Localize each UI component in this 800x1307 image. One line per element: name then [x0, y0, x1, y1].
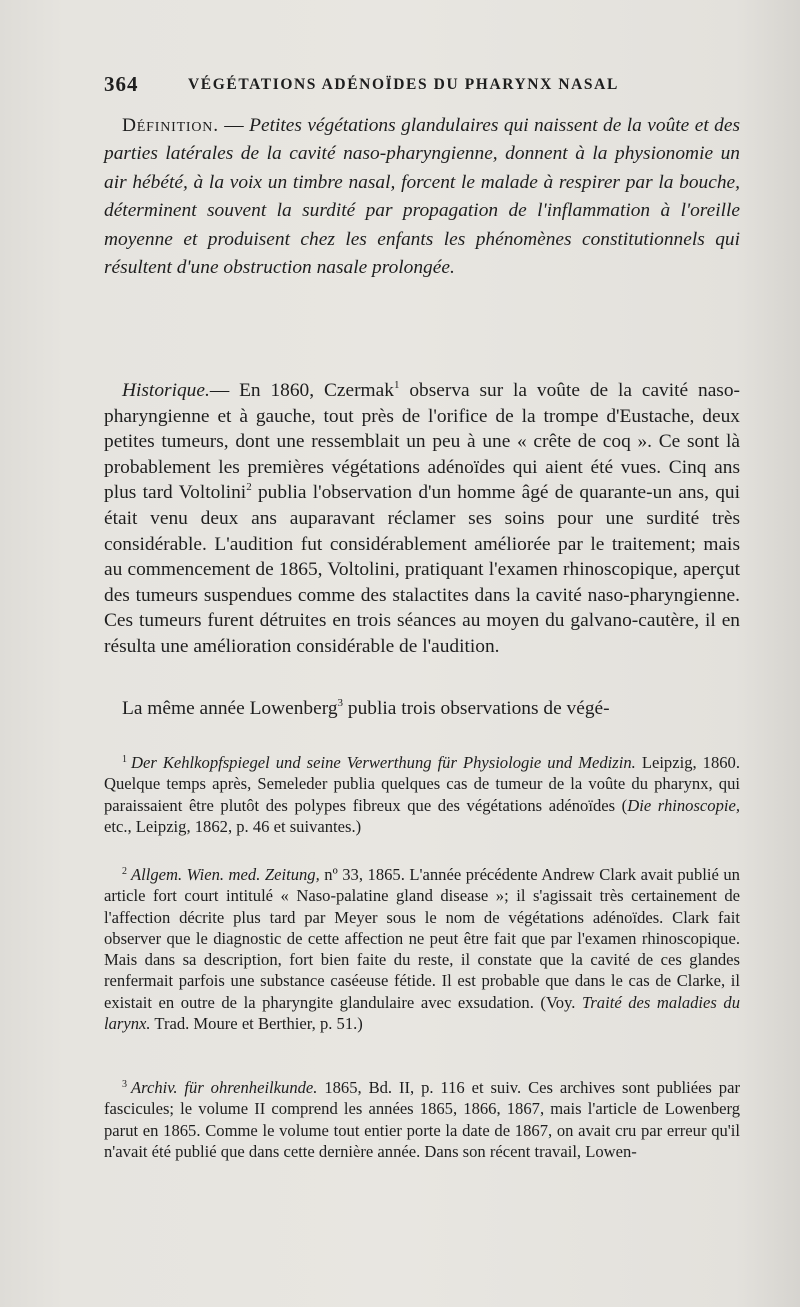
footnote-ref-2: 2 — [246, 481, 252, 494]
footnote-2 — [104, 864, 740, 1034]
continued-text-1: La même année Lowenberg — [122, 698, 338, 719]
footnote-text: 1865, Bd. II, p. 116 et suiv. Ces archives sont publiées par fascicules; le volume II comprend les années 1865, 1866, 1867, mais l'article de Lowenberg parut en 1865. Comme le volume tout entier porte la date de 1867, on avait cru par erreur qu'il n'avait été publié que dans cette dernière année. Dans son récent travail, Lowen- — [104, 1078, 740, 1161]
historique-heading: Historique. — [122, 380, 210, 401]
running-title: VÉGÉTATIONS ADÉNOÏDES DU PHARYNX NASAL — [188, 76, 619, 93]
footnote-marker: 2 — [122, 866, 127, 877]
footnote-title: Archiv. für ohrenheilkunde. — [131, 1078, 318, 1097]
page-number: 364 — [104, 72, 139, 96]
definition-text: Petites végétations glandulaires qui naissent de la voûte et des parties latérales de la cavité naso-pharyngienne, donnent à la physionomie un air hébété, à la voix un timbre nasal, forcent le malade à respirer par la bouche, déterminent souvent la surdité par propagation de l'inflammation à l'oreille moyenne et produisent chez les enfants les phénomènes constitutionnels qui résultent d'une obstruction nasale prolongée. — [104, 115, 740, 279]
footnote-title-2: Traité des maladies du larynx. — [104, 992, 741, 1034]
page-header — [104, 72, 740, 102]
footnote-marker: 1 — [122, 754, 127, 765]
historique-text-3: publia l'observation d'un homme âgé de quarante-un ans, qui était venu deux ans auparavant réclamer ses soins pour une surdité très considérable. L'audition fut considérablement améliorée par le traitement; mais au commencement de 1865, Voltolini, pratiquant l'examen rhinoscopique, aperçut des tumeurs suspendues comme des stalactites dans la cavité naso-pharyngienne. Ces tumeurs furent détruites en trois séances au moyen du galvano-cautère, il en résulta une amélioration considérable de l'audition. — [104, 482, 741, 657]
historique-text-2: observa sur la voûte de la cavité naso-pharyngienne et à gauche, tout près de l'orifice de la trompe d'Eustache, deux petites tumeurs, dont une ressemblait un peu à une « crête de coq ». Ce sont là probablement les premières végétations adénoïdes qui aient été vues. Cinq ans plus tard Voltolini — [104, 380, 740, 504]
definition-heading: Définition. — [122, 115, 219, 136]
footnote-text: nº 33, 1865. L'année précédente Andrew Clark avait publié un article fort court intitulé « Naso-palatine gland disease »; il s'agissait très certainement de l'affection décrite plus tard par Meyer sous le nom de végétations adénoïdes. Clark fait observer que le diagnostic de cette affection ne peut être fait que par l'examen rhinoscopique. Mais dans sa description, fort bien faite du reste, il constate que la cavité de ces glandes renfermait parfois une substance caséeuse fétide. Il est probable que dans le cas de Clarke, il existait en outre de la pharyngite glandulaire avec exsudation. (Voy. — [104, 865, 740, 1012]
continued-paragraph — [104, 696, 740, 722]
footnote-title: Allgem. Wien. med. Zeitung, — [131, 865, 320, 884]
historique-text-1: — En 1860, Czermak — [209, 380, 394, 401]
footnote-text: Leipzig, 1860. Quelque temps après, Semeleder publia quelques cas de tumeur de la voûte du pharynx, qui paraissaient être plutôt des polypes fibreux que des végétations adénoïdes ( — [104, 753, 740, 815]
historique-paragraph — [104, 378, 740, 660]
continued-text-2: publia trois observations de végé- — [343, 698, 610, 719]
footnote-ref-1: 1 — [393, 379, 400, 391]
footnote-text-2: Trad. Moure et Berthier, p. 51.) — [150, 1014, 363, 1034]
footnote-text-2: etc., Leipzig, 1862, p. 46 et suivantes.) — [104, 816, 362, 836]
footnote-3 — [104, 1077, 740, 1162]
definition-dash: — — [218, 115, 250, 136]
footnote-1 — [104, 752, 740, 837]
footnote-marker: 3 — [122, 1079, 127, 1090]
footnote-ref-3: 3 — [337, 697, 344, 709]
definition-paragraph — [104, 112, 740, 282]
footnote-title-2: Die rhinoscopie, — [627, 795, 740, 815]
footnote-title: Der Kehlkopfspiegel und seine Verwerthung für Physiologie und Medizin. — [131, 753, 636, 772]
